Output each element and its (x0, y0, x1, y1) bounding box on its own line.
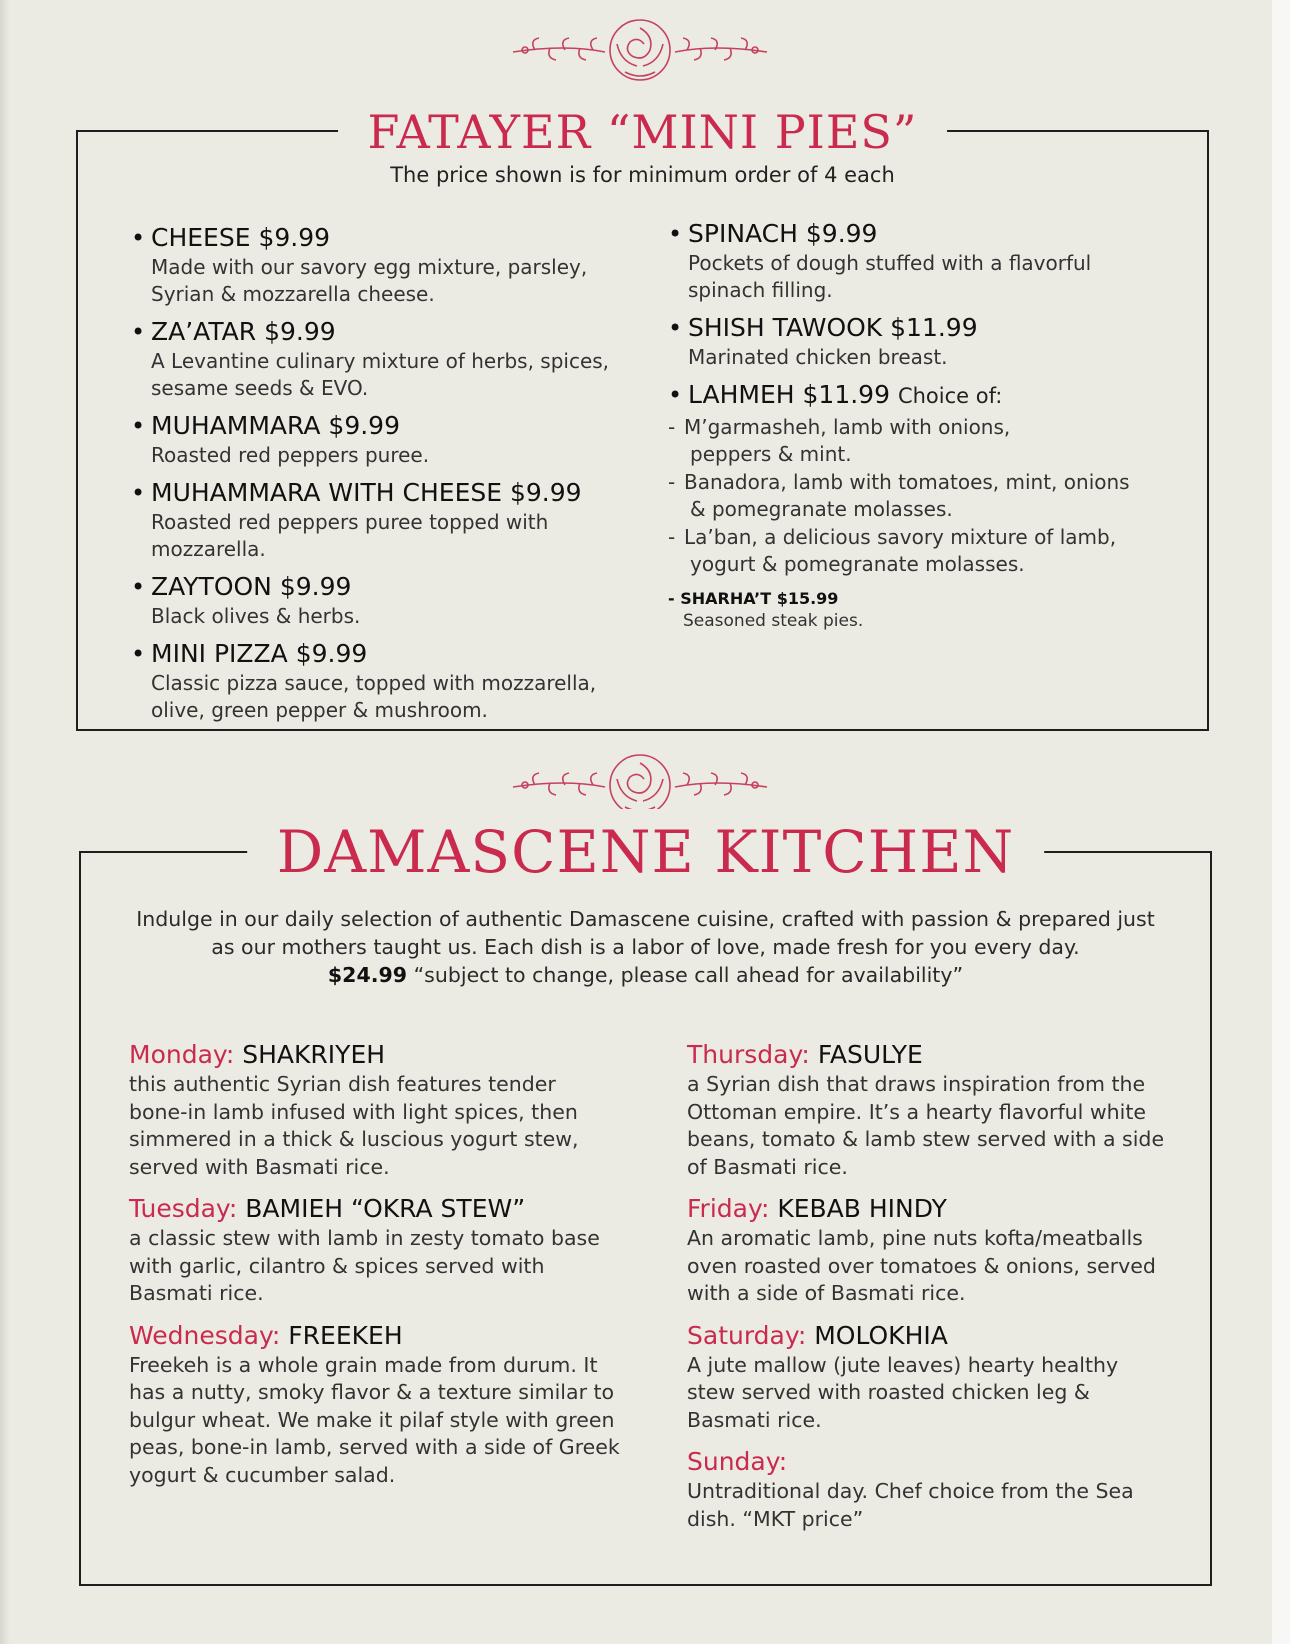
menu-item-desc: Roasted red peppers puree topped with mozzarella. (151, 510, 549, 561)
menu-item-desc: Made with our savory egg mixture, parsley, Syrian & mozzarella cheese. (151, 255, 588, 306)
fatayer-subtitle: The price shown is for minimum order of 4 each (390, 163, 895, 187)
dish-name: SHAKRIYEH (242, 1040, 386, 1069)
kitchen-left-column (129, 1039, 639, 1501)
page-edge-shadow (0, 0, 10, 1644)
kitchen-title: DAMASCENE KITCHEN (247, 809, 1045, 895)
menu-item-desc: Roasted red peppers puree. (151, 443, 430, 467)
menu-item (131, 222, 631, 308)
lahmeh-choice-label: Choice of: (897, 384, 1003, 408)
dish-desc: this authentic Syrian dish features tender bone-in lamb infused with light spices, then simmered in a thick & luscious yogurt stew, served with Basmati rice. (129, 1072, 579, 1179)
daily-price: $24.99 (327, 963, 408, 987)
lahmeh-option: - Banadora, lamb with tomatoes, mint, onions & pomegranate molasses. (668, 469, 1168, 523)
menu-item-title: • MUHAMMARA WITH CHEESE $9.99 (131, 477, 631, 509)
option-line: La’ban, a delicious savory mixture of lamb, (684, 525, 1117, 549)
menu-item-title: • MUHAMMARA $9.99 (131, 410, 631, 442)
fatayer-title: FATAYER “MINI PIES” (338, 100, 948, 164)
fatayer-section (76, 105, 1209, 731)
menu-item-title: • MINI PIZZA $9.99 (131, 638, 631, 670)
menu-item (131, 410, 631, 469)
menu-item-title: • SPINACH $9.99 (668, 218, 1168, 250)
menu-item-desc: Marinated chicken breast. (688, 345, 948, 369)
day-name: Monday: (129, 1040, 235, 1069)
dish-desc: a Syrian dish that draws inspiration from the Ottoman empire. It’s a hearty flavorful white beans, tomato & lamb stew served with a side of Basmati rice. (687, 1072, 1165, 1179)
daily-special (129, 1320, 639, 1490)
menu-item-title: • CHEESE $9.99 (131, 222, 631, 254)
menu-item-desc: Classic pizza sauce, topped with mozzarella, olive, green pepper & mushroom. (151, 671, 597, 722)
sharhat-title: - SHARHA’T $15.99 (668, 589, 839, 608)
menu-item (131, 571, 631, 630)
lahmeh-option: - M’garmasheh, lamb with onions, peppers & mint. (668, 414, 1168, 468)
dish-desc: Untraditional day. Chef choice from the Sea dish. “MKT price” (687, 1479, 1134, 1531)
menu-item (668, 312, 1168, 371)
day-name: Saturday: (687, 1320, 807, 1350)
option-line: M’garmasheh, lamb with onions, (684, 415, 1011, 439)
dish-name: BAMIEH “OKRA STEW” (245, 1194, 526, 1223)
dish-name: MOLOKHIA (814, 1320, 948, 1350)
day-name: Sunday: (687, 1447, 788, 1476)
day-name: Friday: (687, 1194, 770, 1223)
daily-special (129, 1039, 639, 1181)
dish-name: KEBAB HINDY (777, 1194, 947, 1223)
kitchen-section (79, 818, 1212, 1586)
daily-special (687, 1193, 1177, 1308)
menu-item-title: • ZA’ATAR $9.99 (131, 316, 631, 348)
lahmeh-title: LAHMEH $11.99 (688, 380, 890, 409)
fatayer-left-column (131, 222, 631, 732)
day-name: Thursday: (687, 1040, 810, 1069)
intro-price-line (111, 961, 1180, 989)
option-line: peppers & mint. (690, 442, 852, 466)
kitchen-intro (111, 905, 1180, 989)
daily-special (687, 1446, 1177, 1533)
lahmeh-option: - La’ban, a delicious savory mixture of lamb, yogurt & pomegranate molasses. (668, 524, 1168, 578)
rose-ornament-icon (505, 14, 775, 86)
dish-desc: a classic stew with lamb in zesty tomato base with garlic, cilantro & spices served with Basmati rice. (129, 1226, 600, 1305)
option-line: & pomegranate molasses. (690, 497, 953, 521)
menu-item (131, 638, 631, 724)
page-margin (1272, 0, 1290, 1644)
menu-item-title: • SHISH TAWOOK $11.99 (668, 312, 1168, 344)
day-name: Wednesday: (129, 1320, 281, 1350)
menu-item-title (668, 379, 1168, 412)
dish-name: FREEKEH (288, 1320, 403, 1350)
day-name: Tuesday: (129, 1194, 238, 1223)
menu-item-lahmeh (668, 379, 1168, 412)
daily-special (687, 1320, 1177, 1435)
dish-name: FASULYE (817, 1040, 923, 1069)
intro-line: Indulge in our daily selection of authentic Damascene cuisine, crafted with passion & prepared just (136, 907, 1155, 931)
option-line: Banadora, lamb with tomatoes, mint, onions (684, 470, 1130, 494)
dish-desc: A jute mallow (jute leaves) hearty healthy stew served with roasted chicken leg & Basmati rice. (687, 1352, 1119, 1432)
menu-item-desc: Black olives & herbs. (151, 604, 361, 628)
menu-item (131, 316, 631, 402)
fatayer-right-column (668, 218, 1168, 632)
daily-special (129, 1193, 639, 1308)
sharhat-desc: Seasoned steak pies. (683, 611, 864, 631)
kitchen-right-column (687, 1039, 1177, 1545)
option-line: yogurt & pomegranate molasses. (690, 552, 1025, 576)
menu-item (668, 218, 1168, 304)
menu-item (131, 477, 631, 563)
daily-special (687, 1039, 1177, 1181)
dish-desc: Freekeh is a whole grain made from durum. It has a nutty, smoky flavor & a texture similar to bulgur wheat. We make it pilaf style with green peas, bone-in lamb, served with a side of Greek yogurt & cucumber salad. (129, 1352, 620, 1487)
menu-item-desc: Pockets of dough stuffed with a flavorful spinach filling. (688, 251, 1092, 302)
intro-line: as our mothers taught us. Each dish is a labor of love, made fresh for you every day. (211, 935, 1080, 959)
dish-desc: An aromatic lamb, pine nuts kofta/meatballs oven roasted over tomatoes & onions, served with a side of Basmati rice. (687, 1226, 1156, 1305)
menu-item-desc: A Levantine culinary mixture of herbs, spices, sesame seeds & EVO. (151, 349, 610, 400)
availability-note: “subject to change, please call ahead for availability” (413, 963, 964, 987)
menu-item-title: • ZAYTOON $9.99 (131, 571, 631, 603)
